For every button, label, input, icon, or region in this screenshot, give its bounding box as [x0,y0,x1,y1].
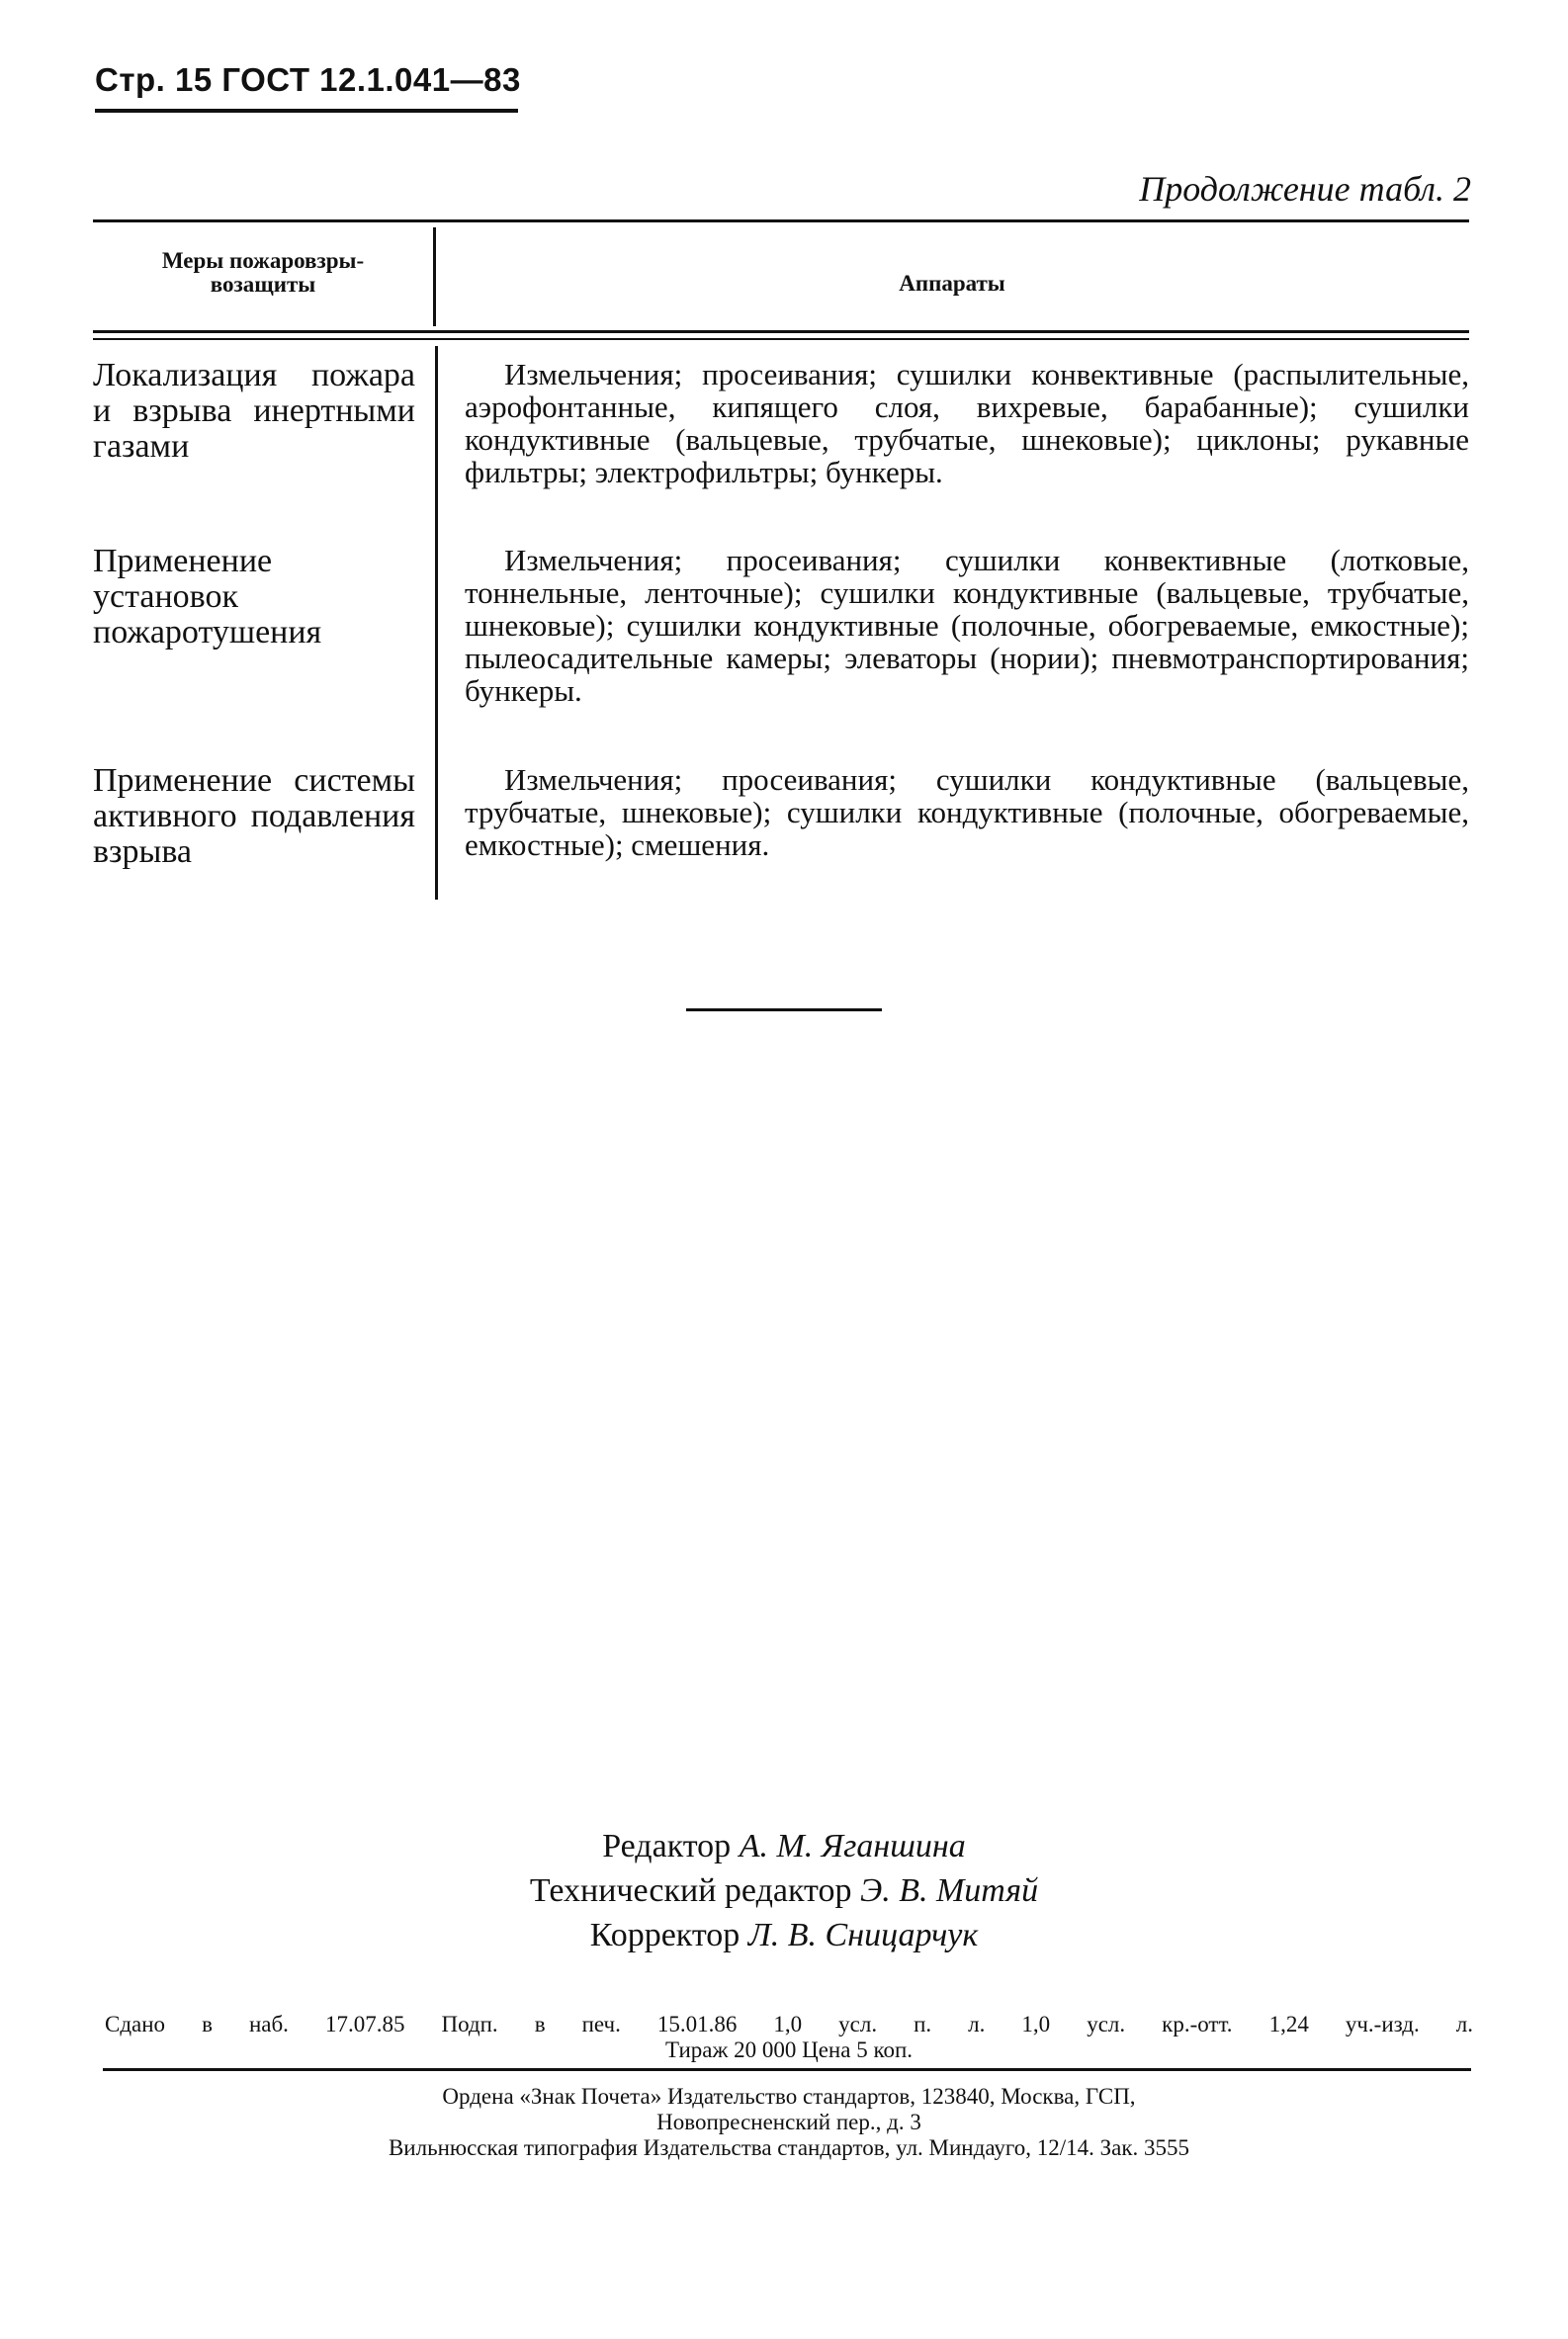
print-imprint [105,2012,1473,2063]
credit-tech-editor [0,1868,1568,1913]
header-underline [95,109,518,113]
measure-cell: Применение системы активного подавления взрыва [93,762,415,870]
column-header-measures [93,249,433,297]
credit-editor [0,1824,1568,1868]
publisher-line: Вильнюсская типография Издательства стандартов, ул. Миндауго, 12/14. Зак. 3555 [388,2135,1190,2160]
imprint-circulation: Тираж 20 000 Цена 5 коп. [664,2037,914,2062]
table-top-rule [93,219,1469,222]
credit-role: Корректор [589,1917,740,1953]
column-header-measures-line2: возащиты [210,272,316,297]
measure-cell: Применение установок пожаротушения [93,543,322,650]
credit-role: Технический редактор [529,1872,852,1909]
credit-name: А. М. Яганшина [739,1828,966,1864]
credit-corrector [0,1913,1568,1957]
column-header-measures-line1: Меры пожаровзры- [161,248,365,273]
publisher-line: Новопресненский пер., д. 3 [656,2110,921,2134]
imprint-rule [103,2068,1471,2071]
credit-name: Л. В. Сницарчук [747,1917,979,1953]
apparatus-cell: Измельчения; просеивания; сушилки кондуктивные (вальцевые, трубчатые, шнековые); сушилки кондуктивные (полочные, обогреваемые, емкостные); смешения. [465,762,1469,862]
section-separator [686,1008,882,1011]
publisher-info [105,2084,1473,2161]
header-bottom-rule [93,330,1469,333]
credit-name: Э. В. Митяй [859,1872,1039,1909]
credit-role: Редактор [602,1828,732,1864]
measure-cell: Локализация пожара и взрыва инертными газами [93,357,415,465]
credits [0,1824,1568,1957]
body-column-divider [435,346,438,900]
apparatus-cell: Измельчения; просеивания; сушилки конвективные (лотковые, тоннельные, ленточные); сушилки кондуктивные (вальцевые, трубчатые, шнековые); сушилки кондуктивные (полочные, обогреваемые, емкостные); пылеосадительные камеры; элеваторы (нории); пневмотранспортирования; бункеры. [465,543,1469,708]
publisher-line: Ордена «Знак Почета» Издательство стандартов, 123840, Москва, ГСП, [442,2084,1136,2109]
table-continuation-label: Продолжение табл. 2 [1139,169,1471,209]
apparatus-cell: Измельчения; просеивания; сушилки конвективные (распылительные, аэрофонтанные, кипящего слоя, вихревые, барабанные); сушилки кондуктивные (вальцевые, трубчатые, шнековые); циклоны; рукавные фильтры; электрофильтры; бункеры. [465,357,1469,489]
imprint-line: Сдано в наб. 17.07.85 Подп. в печ. 15.01.86 1,0 усл. п. л. 1,0 усл. кр.-отт. 1,24 уч.-изд. л. [105,2012,1473,2036]
page-header [95,61,521,99]
header-bottom-rule-double [93,338,1469,340]
page-label: Стр. 15 ГОСТ 12.1.041—83 [95,61,521,98]
column-header-apparatus: Аппараты [899,271,1005,296]
